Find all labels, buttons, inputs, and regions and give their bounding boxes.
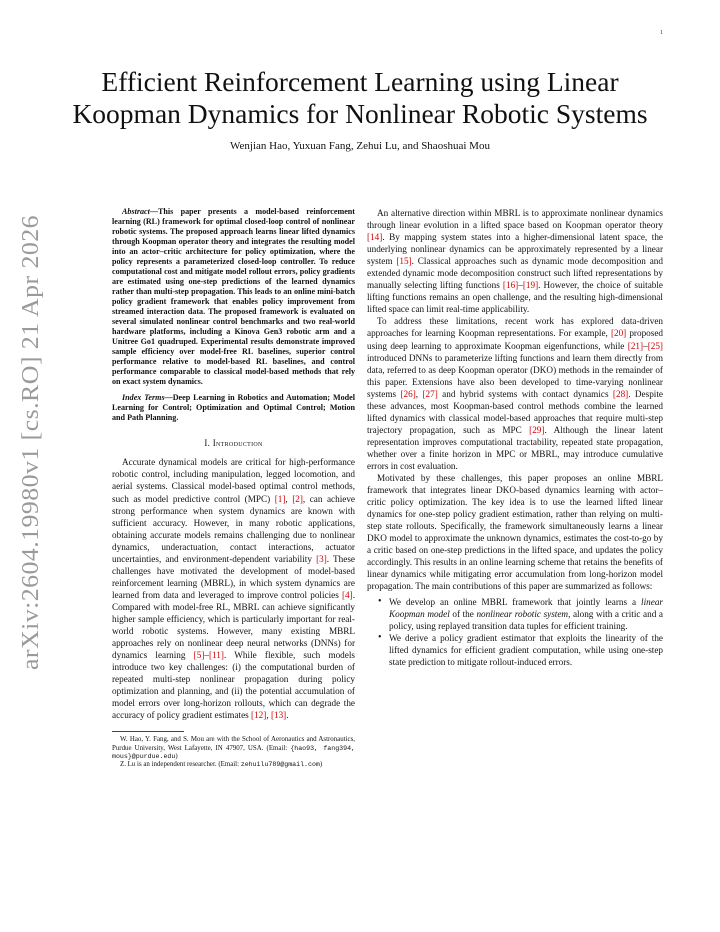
citation-link[interactable]: [16]: [502, 280, 519, 291]
abstract-dash: —: [149, 207, 158, 216]
email-address: {hao93, fang394, mous}@purdue.edu: [112, 744, 356, 760]
intro-paragraph-1: Accurate dynamical models are critical for high-performance robotic control, including manipulation, legged locomotion, and aerial systems. Classical model-based optimal control methods, such as model predictive control (MPC) [1], [2], can achieve strong performance when system dynamics are known with sufficient accuracy. However, in many robotic applications, obtaining accurate models remains challenging due to nonlinear dynamics, underactuation, contact interactions, actuator uncertainties, and environment-dependent variability [3]. These challenges have motivated the development of model-based reinforcement learning (MBRL), in which system dynamics are learned from data and leveraged to improve control policies [4]. Compared with model-free RL, MBRL can achieve significantly higher sample efficiency, which is particularly important for real-world robotic systems. However, many existing MBRL approaches rely on nonlinear deep neural networks (DNNs) for dynamics learning [5]–[11]. While flexible, such models introduce two key challenges: (i) the computational burden of repeated multi-step nonlinear propagation during policy optimization and planning, and (ii) the potential accumulation of model errors over long-horizon rollouts, which can degrade the accuracy of policy gradient estimates [12], [13].: [112, 457, 355, 721]
citation-link[interactable]: [15]: [396, 256, 412, 267]
section-numeral: I.: [204, 438, 213, 449]
abstract: [112, 207, 355, 387]
contributions-list: [367, 596, 663, 668]
email-address: zehuilu789@gmail.com: [240, 761, 320, 769]
section-heading-introduction: [112, 437, 355, 449]
citation-link[interactable]: [1]: [274, 493, 286, 504]
citation-link[interactable]: [12]: [251, 710, 267, 721]
abstract-text: This paper presents a model-based reinforcement learning (RL) framework for optimal closed-loop control of nonlinear robotic systems. The proposed approach learns linear lifted dynamics through Koopman operator theory and integrates the resulting model into an actor–critic architecture for policy optimization, where the policy represents a parameterized closed-loop controller. To reduce computational cost and mitigate model rollout errors, policy gradients are estimated using one-step predictions of the learned dynamics rather than multi-step propagation. This leads to an online mini-batch policy gradient framework that enables policy improvement from streamed interaction data. The proposed framework is evaluated on several simulated nonlinear control benchmarks and two real-world hardware platforms, including a Kinova Gen3 robotic arm and a Unitree Go1 quadruped. Experimental results demonstrate improved sample efficiency over model-free RL baselines, superior control performance relative to model-based RL baselines, and control performance comparable to classical model-based methods that rely on exact system dynamics.: [112, 207, 355, 387]
right-column: [367, 207, 663, 668]
citation-link[interactable]: [27]: [422, 388, 438, 399]
title-line-1: Efficient Reinforcement Learning using Linear: [101, 66, 619, 97]
footnote-affiliation: W. Hao, Y. Fang, and S. Mou are with the School of Aeronautics and Astronautics, Purdue University, West Lafayette, IN 47907, USA. (Email: {hao93, fang394, mous}@purdue.edu): [112, 736, 356, 760]
citation-link[interactable]: [28]: [612, 388, 629, 399]
citation-link[interactable]: [29]: [529, 424, 545, 435]
citation-link[interactable]: [5]: [193, 650, 205, 661]
arxiv-watermark: [8, 215, 48, 670]
index-terms-label: Index Terms: [122, 393, 165, 403]
citation-link[interactable]: [3]: [316, 553, 327, 564]
list-item: • We derive a policy gradient estimator that exploits the linearity of the lifted dynamics for efficient gradient computation, while using one-step state prediction to mitigate rollout-induced errors.: [367, 632, 663, 668]
index-terms: [112, 393, 355, 423]
citation-link[interactable]: [2]: [292, 493, 303, 504]
citation-link[interactable]: [20]: [610, 328, 627, 339]
citation-link[interactable]: [14]: [367, 232, 383, 243]
page-number: 1: [660, 30, 663, 36]
footnote-divider: [112, 731, 184, 732]
citation-link[interactable]: [4]: [341, 589, 353, 600]
intro-paragraph-4: Motivated by these challenges, this paper proposes an online MBRL framework that integrates linear DKO-based dynamics learning with actor–critic policy optimization. The key idea is to use the learned lifted linear dynamics for one-step policy gradient estimation, rather than relying on multi-step state rollouts. Specifically, the framework simultaneously learns a linear DKO model to approximate the unknown dynamics, estimates the cost-to-go by a critic based on one-step predictions in the lifted space, and updates the policy accordingly. This results in an online learning scheme that retains the benefits of linear dynamics while mitigating error accumulation from long-horizon model propagation. The main contributions of this paper are summarized as follows:: [367, 473, 663, 592]
footnote-independent: Z. Lu is an independent researcher. (Email: zehuilu789@gmail.com): [120, 761, 323, 769]
intro-paragraph-2: An alternative direction within MBRL is to approximate nonlinear dynamics through linear evolution in a lifted space based on Koopman operator theory [14]. By mapping system states into a higher-dimensional latent space, the underlying nonlinear dynamics can be approximately represented by a linear system [15]. Classical approaches such as dynamic mode decomposition and extended dynamic mode decomposition construct such lifted representations by manually selecting lifting functions [16]–[19]. However, the choice of suitable lifting functions remains an open challenge, and the resulting high-dimensional lifted space can limit real-time applicability.: [367, 208, 663, 315]
paper-title: [0, 66, 720, 130]
citation-link[interactable]: [21]: [627, 340, 644, 351]
left-column: [112, 207, 355, 770]
citation-link[interactable]: [19]: [522, 280, 539, 291]
list-item: • We develop an online MBRL framework that jointly learns a linear Koopman model of the nonlinear robotic system, along with a critic and a policy, using replayed transition data tuples for efficient training.: [367, 596, 663, 632]
abstract-label: Abstract: [122, 207, 150, 216]
title-line-2: Koopman Dynamics for Nonlinear Robotic Systems: [72, 98, 648, 129]
citation-link[interactable]: [25]: [647, 340, 663, 351]
arxiv-id: arXiv:2604.19980v1 [cs.RO] 21 Apr 2026: [18, 248, 44, 670]
intro-paragraph-3: To address these limitations, recent work has explored data-driven approaches for learning Koopman representations. For example, [20] proposed using deep learning to approximate Koopman eigenfunctions, while [21]–[25] introduced DNNs to parameterize lifting functions and learn them directly from data, referred to as deep Koopman operator (DKO) methods in the remainder of this paper. Extensions have also been developed to time-varying nonlinear systems [26], [27] and hybrid systems with contact dynamics [28]. Despite these advances, most Koopman-based control methods combine the learned lifted dynamics with classical model-based approaches that require multi-step trajectory propagation, such as MPC [29]. Although the linear latent representation improves computational tractability, repeated state propagation, whether over a finite horizon in MPC or MBRL, may introduce cumulative errors in cost evaluation.: [367, 316, 664, 471]
index-terms-text: —Deep Learning in Robotics and Automation; Model Learning for Control; Optimization and Optimal Control; Motion and Path Planning.: [112, 393, 355, 423]
section-title: Introduction: [212, 438, 263, 449]
citation-link[interactable]: [13]: [270, 710, 287, 721]
citation-link[interactable]: [26]: [400, 388, 416, 399]
citation-link[interactable]: [11]: [208, 650, 224, 661]
author-list: Wenjian Hao, Yuxuan Fang, Zehui Lu, and Shaoshuai Mou: [230, 140, 490, 152]
